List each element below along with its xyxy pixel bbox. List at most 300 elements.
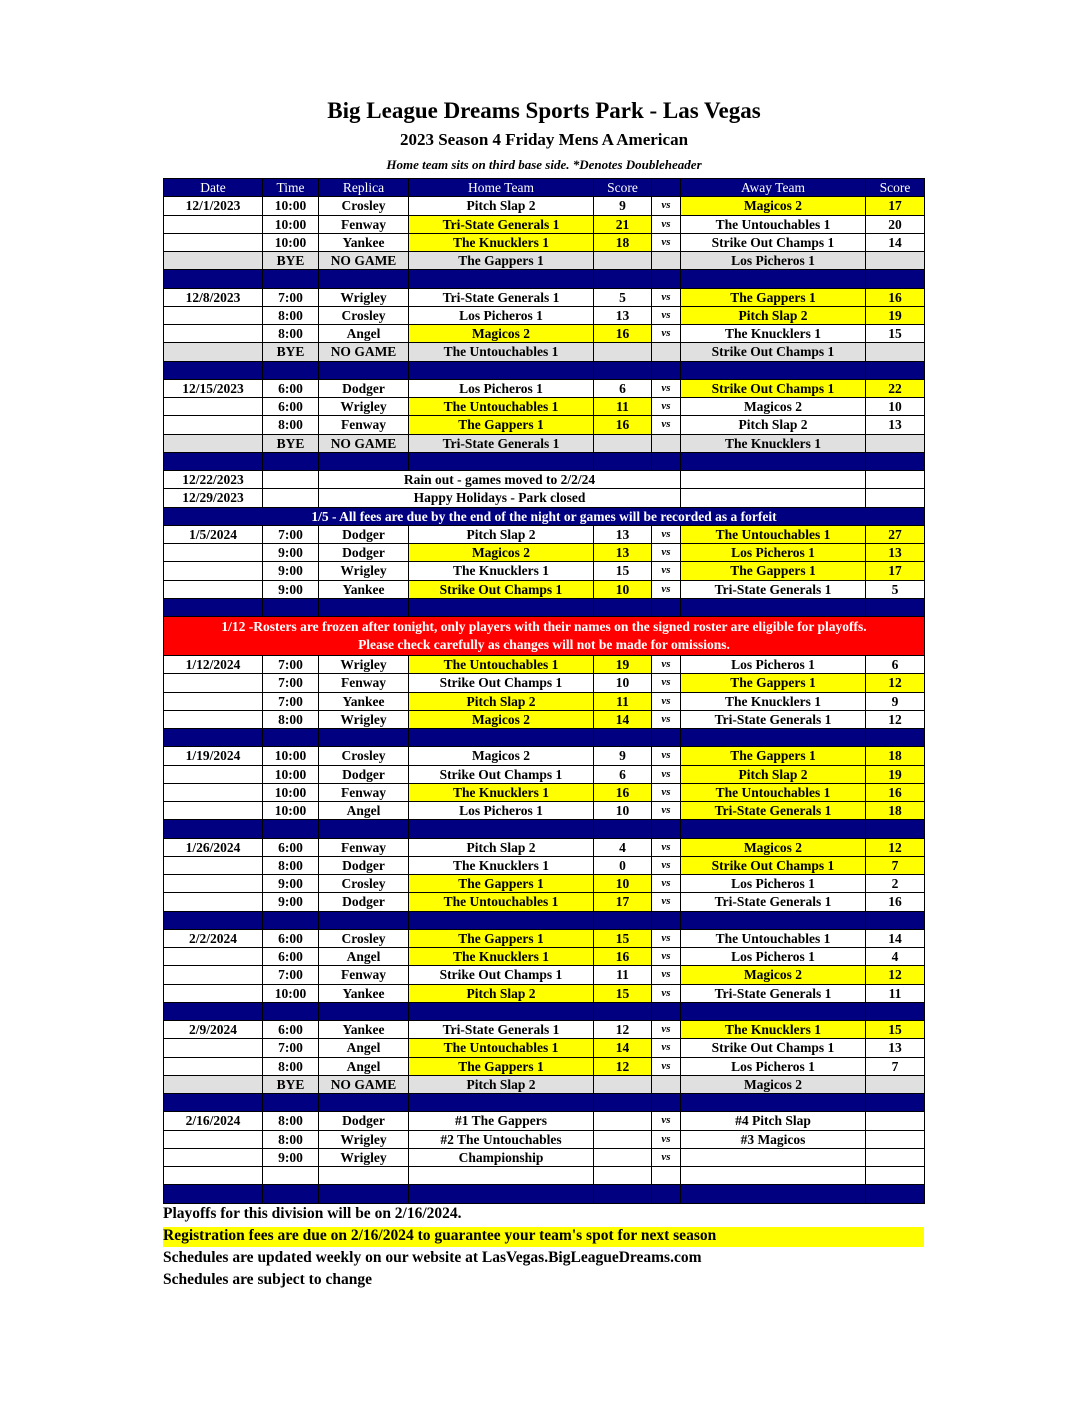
away-score: 17 [866,197,925,215]
vs-label: vs [652,1021,681,1039]
separator-cell [263,270,319,288]
home-score: 10 [594,802,652,820]
field-name: Wrigley [319,398,409,416]
away-team: The Knucklers 1 [681,434,866,452]
schedule-body [164,197,925,1203]
away-team [681,1167,866,1185]
home-score: 13 [594,306,652,324]
separator-cell [319,729,409,747]
field-name: NO GAME [319,252,409,270]
game-time: 8:00 [263,416,319,434]
game-date [164,674,263,692]
field-name: Fenway [319,783,409,801]
away-score [866,434,925,452]
separator-cell [263,452,319,470]
separator-cell [652,361,681,379]
away-score: 19 [866,765,925,783]
away-team: Los Picheros 1 [681,252,866,270]
field-name: Wrigley [319,562,409,580]
game-row [164,656,925,674]
field-name: Wrigley [319,710,409,728]
field-name: Fenway [319,838,409,856]
game-row [164,692,925,710]
away-score: 17 [866,562,925,580]
game-row [164,1130,925,1148]
separator-cell [594,729,652,747]
game-time: 9:00 [263,562,319,580]
bye-row [164,1075,925,1093]
game-date: 12/1/2023 [164,197,263,215]
home-score: 13 [594,525,652,543]
away-score: 15 [866,325,925,343]
separator-cell [681,911,866,929]
home-team: The Gappers 1 [409,1057,594,1075]
away-team: The Gappers 1 [681,562,866,580]
away-team: Magicos 2 [681,197,866,215]
separator-cell [652,911,681,929]
home-team: The Knucklers 1 [409,948,594,966]
away-score [866,1167,925,1185]
home-team: Magicos 2 [409,544,594,562]
game-date [164,1075,263,1093]
away-score: 16 [866,288,925,306]
field-name: Fenway [319,215,409,233]
home-score [594,1148,652,1166]
field-name: Crosley [319,306,409,324]
field-name: Angel [319,325,409,343]
bye-row [164,343,925,361]
home-team: Magicos 2 [409,710,594,728]
separator-cell [866,1094,925,1112]
vs-label: vs [652,197,681,215]
home-team: Magicos 2 [409,325,594,343]
fee-notice-row [164,507,925,525]
away-team: Tri-State Generals 1 [681,802,866,820]
separator-cell [409,452,594,470]
game-date [164,875,263,893]
vs-label: vs [652,765,681,783]
empty-cell [263,489,319,507]
vs-label: vs [652,525,681,543]
game-date: 1/12/2024 [164,656,263,674]
playoffs-note: Playoffs for this division will be on 2/16/2024. [163,1205,462,1222]
away-score [866,1148,925,1166]
home-score: 9 [594,747,652,765]
home-team: The Gappers 1 [409,929,594,947]
field-name: Dodger [319,1112,409,1130]
away-score: 15 [866,1021,925,1039]
away-team: The Untouchables 1 [681,525,866,543]
separator-cell [263,1094,319,1112]
empty-cell [263,471,319,489]
home-team: Los Picheros 1 [409,802,594,820]
separator-cell [319,911,409,929]
home-team: Pitch Slap 2 [409,525,594,543]
col-header-replica: Replica [319,179,409,197]
game-time: 8:00 [263,1112,319,1130]
col-header-time: Time [263,179,319,197]
separator-cell [263,1185,319,1203]
separator-cell [319,1185,409,1203]
field-name: Crosley [319,929,409,947]
game-row [164,233,925,251]
game-row [164,1112,925,1130]
home-score: 5 [594,288,652,306]
field-name: Dodger [319,893,409,911]
vs-label: vs [652,416,681,434]
game-time: 7:00 [263,674,319,692]
game-date [164,343,263,361]
vs-label [652,1075,681,1093]
week-separator [164,820,925,838]
game-time: 8:00 [263,710,319,728]
vs-label [652,252,681,270]
home-team: The Untouchables 1 [409,1039,594,1057]
separator-cell [681,820,866,838]
game-row [164,416,925,434]
away-score: 7 [866,856,925,874]
home-score [594,1167,652,1185]
vs-label: vs [652,215,681,233]
week-separator [164,911,925,929]
game-row [164,1148,925,1166]
away-score: 27 [866,525,925,543]
game-row [164,197,925,215]
game-row [164,747,925,765]
home-team: Los Picheros 1 [409,306,594,324]
game-row [164,580,925,598]
home-team: Tri-State Generals 1 [409,1021,594,1039]
away-team: Tri-State Generals 1 [681,893,866,911]
game-row [164,1167,925,1185]
vs-label: vs [652,288,681,306]
vs-label: vs [652,747,681,765]
home-score: 11 [594,692,652,710]
game-date [164,1039,263,1057]
home-team: Championship [409,1148,594,1166]
home-score: 0 [594,856,652,874]
separator-cell [866,820,925,838]
home-score: 17 [594,893,652,911]
home-score [594,1130,652,1148]
away-team: Pitch Slap 2 [681,416,866,434]
separator-cell [164,1002,263,1020]
website-note: Schedules are updated weekly on our website at LasVegas.BigLeagueDreams.com [163,1249,702,1266]
bye-row [164,434,925,452]
game-row [164,783,925,801]
home-team: The Untouchables 1 [409,343,594,361]
home-score: 13 [594,544,652,562]
separator-cell [594,1185,652,1203]
roster-alert-row [164,617,925,656]
away-team: Los Picheros 1 [681,948,866,966]
vs-label: vs [652,875,681,893]
away-team: Magicos 2 [681,966,866,984]
home-score: 9 [594,197,652,215]
roster-alert [164,617,925,656]
game-date: 1/5/2024 [164,525,263,543]
home-team: Strike Out Champs 1 [409,580,594,598]
empty-cell [681,489,866,507]
away-score: 16 [866,783,925,801]
away-score [866,1112,925,1130]
away-score [866,343,925,361]
home-team: Strike Out Champs 1 [409,674,594,692]
vs-label: vs [652,984,681,1002]
game-date [164,434,263,452]
game-date [164,802,263,820]
vs-label: vs [652,929,681,947]
separator-cell [164,361,263,379]
field-name: Dodger [319,544,409,562]
message-row [164,471,925,489]
away-score: 14 [866,233,925,251]
game-date [164,306,263,324]
game-time: 7:00 [263,656,319,674]
separator-cell [164,270,263,288]
home-team: The Gappers 1 [409,416,594,434]
vs-label: vs [652,233,681,251]
field-name: Crosley [319,875,409,893]
vs-label: vs [652,1148,681,1166]
separator-cell [409,1185,594,1203]
separator-cell [652,270,681,288]
separator-cell [652,820,681,838]
home-team: Pitch Slap 2 [409,692,594,710]
game-row [164,893,925,911]
game-date [164,1130,263,1148]
week-separator [164,598,925,616]
home-score: 6 [594,765,652,783]
away-team: Los Picheros 1 [681,544,866,562]
vs-label: vs [652,1039,681,1057]
home-score: 11 [594,966,652,984]
away-team: The Knucklers 1 [681,325,866,343]
game-time: BYE [263,1075,319,1093]
separator-cell [319,361,409,379]
game-date [164,398,263,416]
home-score: 16 [594,416,652,434]
game-date [164,416,263,434]
separator-cell [594,1002,652,1020]
field-name: Yankee [319,580,409,598]
game-row [164,838,925,856]
home-score: 15 [594,984,652,1002]
game-row [164,544,925,562]
game-time: 10:00 [263,197,319,215]
home-score [594,252,652,270]
field-name: Yankee [319,233,409,251]
field-name: Wrigley [319,1130,409,1148]
game-time: 6:00 [263,929,319,947]
separator-cell [319,270,409,288]
separator-cell [594,1094,652,1112]
week-separator [164,1094,925,1112]
separator-cell [652,1002,681,1020]
game-date: 2/16/2024 [164,1112,263,1130]
away-team: Magicos 2 [681,398,866,416]
game-time: BYE [263,434,319,452]
separator-cell [263,598,319,616]
home-team: #2 The Untouchables [409,1130,594,1148]
home-score: 14 [594,1039,652,1057]
separator-cell [409,598,594,616]
game-time [263,1167,319,1185]
separator-cell [866,1185,925,1203]
field-name: Fenway [319,966,409,984]
field-name: Wrigley [319,1148,409,1166]
bye-row [164,252,925,270]
game-time: 7:00 [263,1039,319,1057]
separator-cell [319,1002,409,1020]
game-row [164,379,925,397]
home-score [594,1112,652,1130]
game-row [164,398,925,416]
away-team: Los Picheros 1 [681,656,866,674]
field-name: Dodger [319,379,409,397]
game-date [164,325,263,343]
vs-label: vs [652,398,681,416]
empty-cell [681,471,866,489]
separator-cell [263,361,319,379]
home-score [594,434,652,452]
vs-label: vs [652,562,681,580]
separator-cell [681,1094,866,1112]
away-team: The Gappers 1 [681,747,866,765]
separator-cell [409,361,594,379]
separator-cell [164,1094,263,1112]
roster-alert-line: 1/12 -Rosters are frozen after tonight, only players with their names on the signed roster are eligible for playoffs. [221,619,867,634]
game-time: 6:00 [263,1021,319,1039]
message-text: Rain out - games moved to 2/2/24 [319,471,681,489]
game-row [164,1057,925,1075]
game-time: 9:00 [263,580,319,598]
home-team: The Untouchables 1 [409,893,594,911]
separator-cell [164,598,263,616]
game-time: 10:00 [263,747,319,765]
week-separator [164,729,925,747]
home-team: The Gappers 1 [409,252,594,270]
week-separator [164,270,925,288]
game-row [164,1039,925,1057]
schedule-table [163,178,925,1204]
home-score [594,1075,652,1093]
separator-cell [866,911,925,929]
away-team: Tri-State Generals 1 [681,710,866,728]
home-team: Tri-State Generals 1 [409,434,594,452]
separator-cell [866,452,925,470]
home-team: Pitch Slap 2 [409,197,594,215]
col-header-away-score: Score [866,179,925,197]
game-time: 10:00 [263,233,319,251]
fee-notice: 1/5 - All fees are due by the end of the night or games will be recorded as a forfeit [164,507,925,525]
separator-cell [164,820,263,838]
field-name: Crosley [319,197,409,215]
vs-label: vs [652,802,681,820]
game-date [164,215,263,233]
vs-label: vs [652,656,681,674]
home-team: Strike Out Champs 1 [409,765,594,783]
home-score: 21 [594,215,652,233]
game-date [164,1057,263,1075]
separator-cell [164,1185,263,1203]
field-name: Angel [319,802,409,820]
field-name: Fenway [319,416,409,434]
separator-cell [263,820,319,838]
vs-label: vs [652,838,681,856]
field-name: Crosley [319,747,409,765]
away-score: 13 [866,1039,925,1057]
vs-label [652,343,681,361]
away-team: The Untouchables 1 [681,929,866,947]
away-team: The Gappers 1 [681,288,866,306]
separator-cell [866,270,925,288]
col-header-home-team: Home Team [409,179,594,197]
game-row [164,710,925,728]
game-date [164,984,263,1002]
away-score: 22 [866,379,925,397]
col-header-away-team: Away Team [681,179,866,197]
field-name: NO GAME [319,1075,409,1093]
game-date [164,692,263,710]
away-team: The Untouchables 1 [681,215,866,233]
change-note: Schedules are subject to change [163,1271,372,1288]
separator-cell [866,598,925,616]
game-date [164,783,263,801]
home-score: 4 [594,838,652,856]
home-team: Tri-State Generals 1 [409,288,594,306]
vs-label: vs [652,948,681,966]
field-name: Angel [319,1057,409,1075]
week-separator [164,1185,925,1203]
game-time: 10:00 [263,802,319,820]
game-row [164,929,925,947]
game-time: 6:00 [263,398,319,416]
game-date [164,233,263,251]
vs-label: vs [652,1112,681,1130]
home-team: Pitch Slap 2 [409,1075,594,1093]
game-time: 6:00 [263,379,319,397]
separator-cell [866,361,925,379]
separator-cell [652,1185,681,1203]
away-score: 4 [866,948,925,966]
message-text: Happy Holidays - Park closed [319,489,681,507]
game-date [164,893,263,911]
game-date [164,966,263,984]
game-row [164,948,925,966]
field-name: Angel [319,948,409,966]
week-separator [164,361,925,379]
game-row [164,562,925,580]
away-score: 7 [866,1057,925,1075]
game-time: 6:00 [263,948,319,966]
game-time: 10:00 [263,984,319,1002]
away-score: 13 [866,416,925,434]
separator-cell [164,452,263,470]
separator-cell [866,1002,925,1020]
game-date: 1/19/2024 [164,747,263,765]
away-score [866,252,925,270]
home-team: The Untouchables 1 [409,656,594,674]
col-header-vs [652,179,681,197]
game-date [164,1148,263,1166]
separator-cell [594,452,652,470]
game-row [164,306,925,324]
home-score: 14 [594,710,652,728]
game-row [164,765,925,783]
game-time: 8:00 [263,325,319,343]
away-score [866,1075,925,1093]
